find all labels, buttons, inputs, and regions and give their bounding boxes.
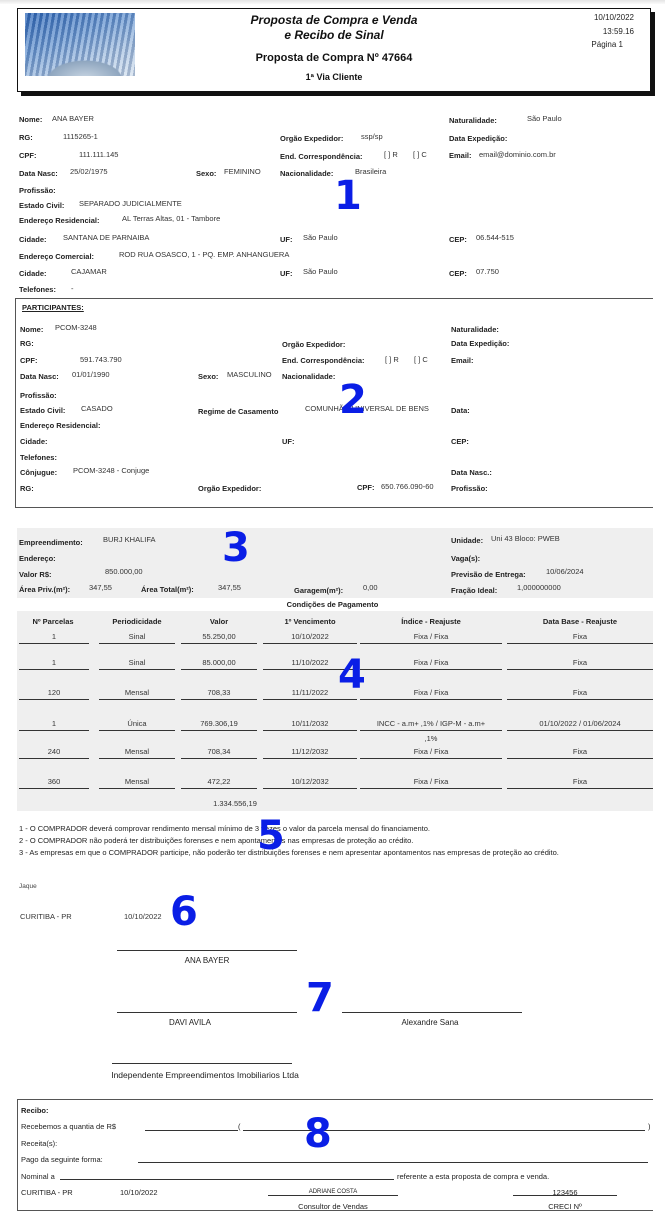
label-rg: RG:	[19, 133, 33, 142]
buyer-orgao-expedidor: ssp/sp	[361, 132, 383, 141]
col-header-parcelas: Nº Parcelas	[32, 617, 74, 626]
buyer-cep-res: 06.544-515	[476, 233, 514, 242]
cell-valor: 708,33	[181, 687, 257, 700]
label-endereco-residencial: Endereço Residencial:	[19, 216, 100, 225]
buyer-naturalidade: São Paulo	[527, 114, 562, 123]
cell-vencimento: 11/10/2022	[263, 657, 357, 670]
cell-valor: 55.250,00	[181, 631, 257, 644]
part-label-data: Data:	[451, 406, 470, 415]
cell-data-base: Fixa	[507, 776, 653, 789]
document-title-line1: Proposta de Compra e Venda	[250, 13, 418, 27]
cell-parcelas: 1	[19, 657, 89, 670]
part-label-cep: CEP:	[451, 437, 469, 446]
cell-data-base: Fixa	[507, 746, 653, 759]
cell-valor: 769.306,19	[181, 718, 257, 731]
marker-2: 2	[339, 377, 367, 423]
label-profissao: Profissão:	[19, 186, 56, 195]
payment-table	[17, 611, 653, 811]
signature-company-name: Independente Empreendimentos Imobiliarios Ltda	[111, 1070, 299, 1080]
part-label-email: Email:	[451, 356, 474, 365]
part-label-cpf-conj: CPF:	[357, 483, 375, 492]
buyer-end-corr-r: [ ] R	[384, 150, 398, 159]
buyer-name: ANA BAYER	[52, 114, 94, 123]
receipt-amount-label: Recebemos a quantia de R$	[21, 1122, 117, 1131]
buyer-endereco-residencial: AL Terras Altas, 01 - Tambore	[122, 214, 221, 223]
signature-name-3: Alexandre Sana	[401, 1018, 459, 1027]
part-label-sexo: Sexo:	[198, 372, 219, 381]
label-garagem: Garagem(m²):	[294, 586, 344, 595]
cell-periodicidade: Sinal	[99, 631, 175, 644]
part-regime: COMUNHÃO UNIVERSAL DE BENS	[305, 404, 429, 413]
property-garagem: 0,00	[363, 583, 378, 592]
label-orgao-expedidor: Orgão Expedidor:	[280, 134, 344, 143]
cell-periodicidade: Mensal	[99, 687, 175, 700]
cell-periodicidade: Mensal	[99, 776, 175, 789]
cell-vencimento: 10/10/2022	[263, 631, 357, 644]
top-shade	[0, 0, 665, 4]
receipt-nominal-field[interactable]	[60, 1179, 394, 1180]
part-label-orgao-expedidor: Orgão Expedidor:	[282, 340, 346, 349]
col-header-periodicidade: Periodicidade	[112, 617, 162, 626]
cell-data-base: Fixa	[507, 687, 653, 700]
buyer-email: email@dominio.com.br	[479, 150, 556, 159]
part-label-cidade: Cidade:	[20, 437, 48, 446]
conditions-notes	[19, 823, 649, 859]
buyer-cpf: 111.111.145	[79, 150, 119, 159]
place: CURITIBA - PR	[20, 912, 72, 921]
receipt-open-paren: (	[238, 1122, 241, 1131]
cell-indice: Fixa / Fixa	[360, 746, 502, 759]
marker-5: 5	[257, 813, 285, 859]
label-cpf: CPF:	[19, 151, 37, 160]
receipt-forma-field[interactable]	[138, 1162, 648, 1163]
label-endereco-comercial: Endereço Comercial:	[19, 252, 95, 261]
label-cidade-res: Cidade:	[19, 235, 47, 244]
participants-section	[15, 298, 653, 508]
part-data-nasc: 01/01/1990	[72, 370, 110, 379]
cell-vencimento: 10/12/2032	[263, 776, 357, 789]
cell-valor: 472,22	[181, 776, 257, 789]
header-date: 10/10/2022	[593, 13, 634, 22]
cell-data-base: Fixa	[507, 657, 653, 670]
cell-indice: INCC - a.m+ ,1% / IGP-M - a.m+	[360, 718, 502, 731]
cell-valor: 708,34	[181, 746, 257, 759]
signature-line-buyer	[117, 950, 297, 951]
cell-periodicidade: Sinal	[99, 657, 175, 670]
buyer-uf-com: São Paulo	[303, 267, 338, 276]
cell-parcelas: 1	[19, 631, 89, 644]
signature-name-2: DAVI AVILA	[169, 1018, 211, 1027]
part-cpf-conj: 650.766.090-60	[381, 482, 434, 491]
property-empreendimento: BURJ KHALIFA	[103, 535, 156, 544]
label-vagas: Vaga(s):	[451, 554, 481, 563]
marker-7: 7	[306, 975, 334, 1021]
part-label-nome: Nome:	[20, 325, 44, 334]
label-uf-com: UF:	[280, 269, 293, 278]
label-estado-civil: Estado Civil:	[19, 201, 65, 210]
part-label-rg: RG:	[20, 339, 34, 348]
label-sexo: Sexo:	[196, 169, 217, 178]
receipt-title: Recibo:	[21, 1106, 49, 1115]
header-time: 13:59.16	[602, 27, 634, 36]
part-label-conjugue: Cônjugue:	[20, 468, 58, 477]
label-naturalidade: Naturalidade:	[449, 116, 497, 125]
label-data-nasc: Data Nasc:	[19, 169, 58, 178]
label-end-correspondencia: End. Correspondência:	[280, 152, 363, 161]
part-conjugue: PCOM-3248 - Conjuge	[73, 466, 150, 475]
part-label-nacionalidade: Nacionalidade:	[282, 372, 336, 381]
cell-parcelas: 120	[19, 687, 89, 700]
signature-buyer-name: ANA BAYER	[184, 956, 230, 965]
label-endereco: Endereço:	[19, 554, 56, 563]
buyer-end-corr-c: [ ] C	[413, 150, 427, 159]
signature-line-company	[112, 1063, 292, 1064]
label-nacionalidade: Nacionalidade:	[280, 169, 334, 178]
label-cep-res: CEP:	[449, 235, 467, 244]
cell-periodicidade: Mensal	[99, 746, 175, 759]
payment-total: 1.334.556,19	[213, 799, 257, 808]
document-header	[17, 8, 651, 92]
part-label-cpf: CPF:	[20, 356, 38, 365]
part-label-telefones: Telefones:	[20, 453, 57, 462]
cell-vencimento: 11/12/2032	[263, 746, 357, 759]
document-title-line2: e Recibo de Sinal	[284, 28, 384, 42]
cell-indice-continuation: ,1%	[424, 734, 438, 743]
buyer-telefones: -	[71, 284, 74, 293]
buyer-cidade-com: CAJAMAR	[71, 267, 107, 276]
buyer-nacionalidade: Brasileira	[355, 167, 387, 176]
label-empreendimento: Empreendimento:	[19, 538, 83, 547]
property-previsao-entrega: 10/06/2024	[546, 567, 584, 576]
label-cidade-com: Cidade:	[19, 269, 47, 278]
date: 10/10/2022	[124, 912, 162, 921]
receipt-referente-text: referente a esta proposta de compra e venda.	[397, 1172, 550, 1181]
marker-6: 6	[170, 889, 198, 935]
buyer-data-nasc: 25/02/1975	[70, 167, 108, 176]
property-area-priv: 347,55	[89, 583, 112, 592]
label-email: Email:	[449, 151, 472, 160]
part-label-naturalidade: Naturalidade:	[451, 325, 499, 334]
cell-indice: Fixa / Fixa	[360, 657, 502, 670]
author-name: Jaque	[19, 883, 37, 890]
signature-line-2	[117, 1012, 297, 1013]
part-label-uf: UF:	[282, 437, 295, 446]
payment-title: Condições de Pagamento	[286, 600, 379, 609]
label-previsao-entrega: Previsão de Entrega:	[451, 570, 526, 579]
label-nome: Nome:	[19, 115, 43, 124]
marker-3: 3	[222, 525, 250, 571]
signature-line-3	[342, 1012, 522, 1013]
col-header-valor: Valor	[209, 617, 229, 626]
part-label-orgao-conj: Orgão Expedidor:	[198, 484, 262, 493]
label-area-priv: Área Priv.(m²):	[19, 585, 71, 594]
receipt-amount-field[interactable]	[145, 1130, 238, 1131]
proposal-number: Proposta de Compra Nº 47664	[255, 52, 413, 64]
col-header-vencimento: 1º Vencimento	[284, 617, 336, 626]
col-header-indice: Índice - Reajuste	[401, 617, 461, 626]
buyer-uf-res: São Paulo	[303, 233, 338, 242]
cell-data-base: Fixa	[507, 631, 653, 644]
part-cpf: 591.743.790	[80, 355, 122, 364]
part-label-data-expedicao: Data Expedição:	[451, 339, 510, 348]
receipt-nominal-label: Nominal a	[21, 1172, 55, 1181]
marker-4: 4	[338, 652, 366, 698]
part-label-end-correspondencia: End. Correspondência:	[282, 356, 365, 365]
label-valor: Valor R$:	[19, 570, 52, 579]
buyer-endereco-comercial: ROD RUA OSASCO, 1 - PQ. EMP. ANHANGUERA	[119, 250, 290, 259]
cell-vencimento: 10/11/2032	[263, 718, 357, 731]
part-estado-civil: CASADO	[81, 404, 113, 413]
marker-1: 1	[334, 173, 362, 219]
label-fracao-ideal: Fração Ideal:	[451, 586, 498, 595]
property-unidade: Uni 43 Bloco: PWEB	[491, 534, 560, 543]
cell-parcelas: 360	[19, 776, 89, 789]
buyer-sexo: FEMININO	[224, 167, 261, 176]
part-label-regime: Regime de Casamento	[198, 407, 279, 416]
note-1: 1 - O COMPRADOR deverá comprovar rendimento mensal mínimo de 3 vezes o valor da parcela mensal do financiamento.	[19, 824, 431, 833]
cell-indice: Fixa / Fixa	[360, 687, 502, 700]
receipt-forma-label: Pago da seguinte forma:	[21, 1155, 103, 1164]
creci-value: 123456	[552, 1188, 578, 1197]
receipt-receita-label: Receita(s):	[21, 1139, 58, 1148]
part-label-data-nasc: Data Nasc:	[20, 372, 59, 381]
buyer-rg: 1115265-1	[63, 132, 98, 141]
buyer-cidade-res: SANTANA DE PARNAIBA	[63, 233, 150, 242]
page-number: Página 1	[591, 40, 623, 49]
cell-data-base: 01/10/2022 / 01/06/2024	[507, 718, 653, 731]
cell-indice: Fixa / Fixa	[360, 776, 502, 789]
consultant-label: Consultor de Vendas	[298, 1202, 368, 1211]
part-label-data-nasc-conj: Data Nasc.:	[451, 468, 492, 477]
part-label-endereco-residencial: Endereço Residencial:	[20, 421, 101, 430]
cell-periodicidade: Única	[99, 718, 175, 731]
receipt-place: CURITIBA - PR	[21, 1188, 73, 1197]
part-label-estado-civil: Estado Civil:	[20, 406, 66, 415]
creci-line	[513, 1195, 617, 1196]
part-label-profissao-conj: Profissão:	[451, 484, 488, 493]
property-valor: 850.000,00	[105, 567, 143, 576]
part-end-corr-r: [ ] R	[385, 355, 399, 364]
property-fracao-ideal: 1,000000000	[517, 583, 561, 592]
cell-vencimento: 11/11/2022	[263, 687, 357, 700]
label-cep-com: CEP:	[449, 269, 467, 278]
property-area-total: 347,55	[218, 583, 241, 592]
part-sexo: MASCULINO	[227, 370, 272, 379]
label-unidade: Unidade:	[451, 536, 484, 545]
buyer-cep-com: 07.750	[476, 267, 499, 276]
note-2: 2 - O COMPRADOR não poderá ter distribuições forenses e nem apontamentos nas empresas de proteção ao crédito.	[19, 836, 414, 845]
marker-8: 8	[304, 1111, 332, 1157]
cell-parcelas: 1	[19, 718, 89, 731]
label-telefones: Telefones:	[19, 285, 56, 294]
col-header-data-base: Data Base - Reajuste	[542, 617, 618, 626]
cell-valor: 85.000,00	[181, 657, 257, 670]
label-area-total: Área Total(m²):	[141, 585, 194, 594]
note-3: 3 - As empresas em que o COMPRADOR participe, não poderão ter distribuições forenses e nem apresentar apontamentos nas empresas de proteção ao crédito.	[19, 848, 559, 857]
copy-label: 1ª Via Cliente	[305, 72, 363, 82]
part-label-rg-conj: RG:	[20, 484, 34, 493]
part-nome: PCOM-3248	[55, 323, 97, 332]
label-data-expedicao: Data Expedição:	[449, 134, 508, 143]
cell-parcelas: 240	[19, 746, 89, 759]
cell-indice: Fixa / Fixa	[360, 631, 502, 644]
creci-label: CRECI Nº	[548, 1202, 582, 1211]
consultant-signature-line	[268, 1195, 398, 1196]
part-label-profissao: Profissão:	[20, 391, 57, 400]
part-end-corr-c: [ ] C	[414, 355, 428, 364]
label-uf-res: UF:	[280, 235, 293, 244]
buyer-estado-civil: SEPARADO JUDICIALMENTE	[79, 199, 182, 208]
participants-title: PARTICIPANTES:	[22, 303, 84, 312]
consultant-name: ADRIANE COSTA	[308, 1189, 358, 1195]
receipt-close-paren: )	[648, 1122, 651, 1131]
receipt-date: 10/10/2022	[120, 1188, 158, 1197]
